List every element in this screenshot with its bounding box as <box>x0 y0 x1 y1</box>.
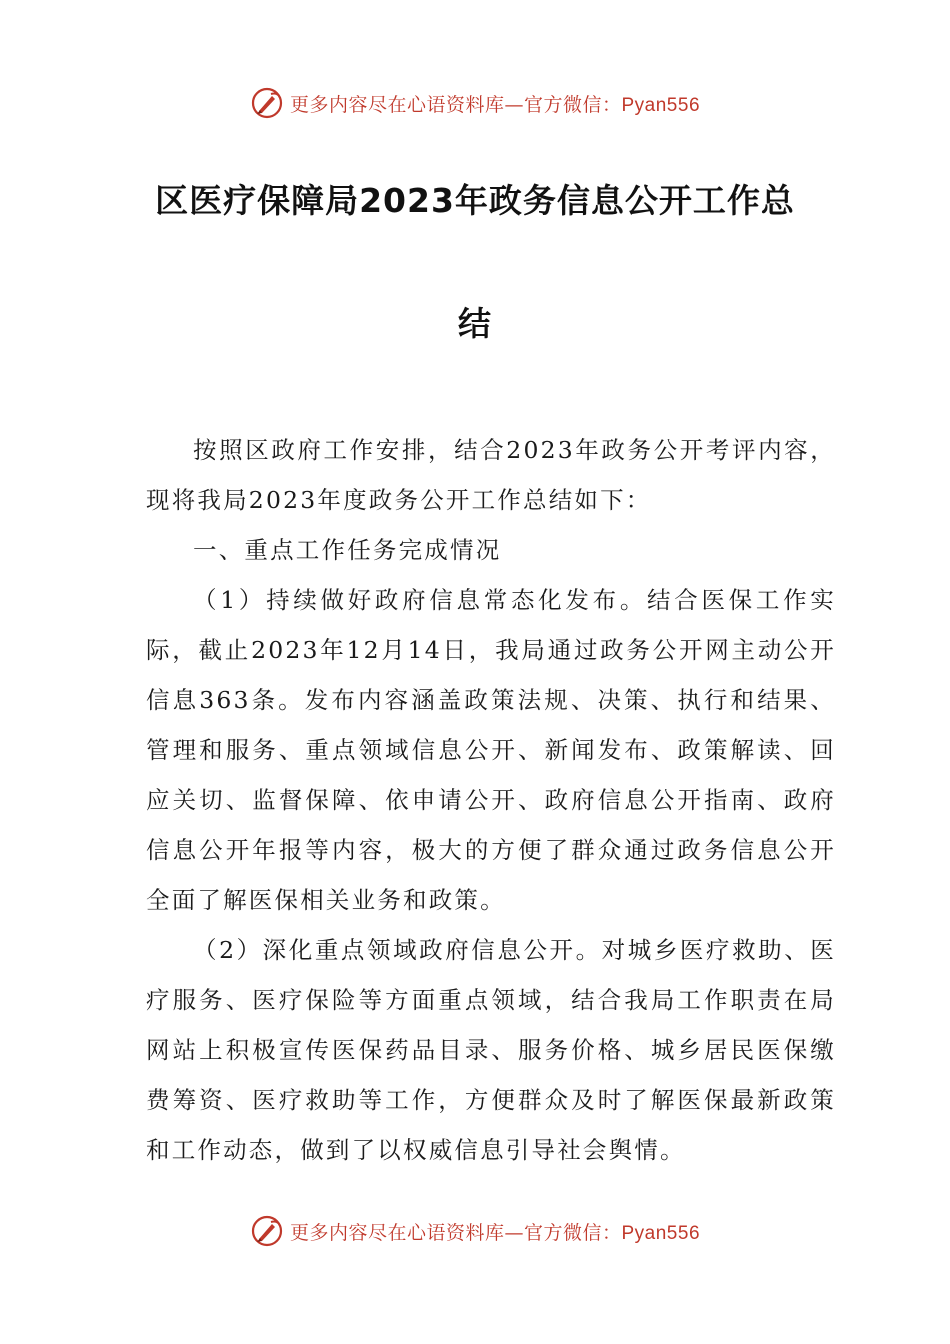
section-heading-1: 一、重点工作任务完成情况 <box>193 536 502 564</box>
header-watermark <box>0 83 950 123</box>
watermark-text <box>290 90 700 117</box>
document-body <box>146 425 836 1175</box>
watermark-label: 官方微信： <box>523 1221 622 1244</box>
pen-logo-icon <box>250 1214 284 1248</box>
watermark-account: Pyan556 <box>621 94 701 116</box>
paragraph-intro: 按照区政府工作安排，结合2023年政务公开考评内容，现将我局2023年度政务公开工作总结如下： <box>146 436 836 514</box>
watermark-text <box>290 1218 700 1245</box>
pen-logo-icon <box>250 86 284 120</box>
watermark-slogan: 更多内容尽在心语资料库 <box>289 1221 505 1244</box>
watermark-slogan: 更多内容尽在心语资料库 <box>289 93 505 116</box>
footer-watermark <box>0 1211 950 1251</box>
watermark-label: 官方微信： <box>523 93 622 116</box>
watermark-dash: — <box>504 93 524 116</box>
paragraph-item-2: （2）深化重点领域政府信息公开。对城乡医疗救助、医疗服务、医疗保险等方面重点领域，结合我局工作职责在局网站上积极宣传医保药品目录、服务价格、城乡居民医保缴费筹资、医疗救助等工作，方便群众及时了解医保最新政策和工作动态，做到了以权威信息引导社会舆情。 <box>146 936 836 1164</box>
document-title-line1: 区医疗保障局2023年政务信息公开工作总 <box>155 181 795 220</box>
paragraph-item-1: （1）持续做好政府信息常态化发布。结合医保工作实际，截止2023年12月14日，我局通过政务公开网主动公开信息363条。发布内容涵盖政策法规、决策、执行和结果、管理和服务、重点领域信息公开、新闻发布、政策解读、回应关切、监督保障、依申请公开、政府信息公开指南、政府信息公开年报等内容，极大的方便了群众通过政务信息公开全面了解医保相关业务和政策。 <box>146 586 836 914</box>
watermark-account: Pyan556 <box>621 1222 701 1244</box>
watermark-dash: — <box>504 1221 524 1244</box>
document-title-line2: 结 <box>458 304 492 343</box>
